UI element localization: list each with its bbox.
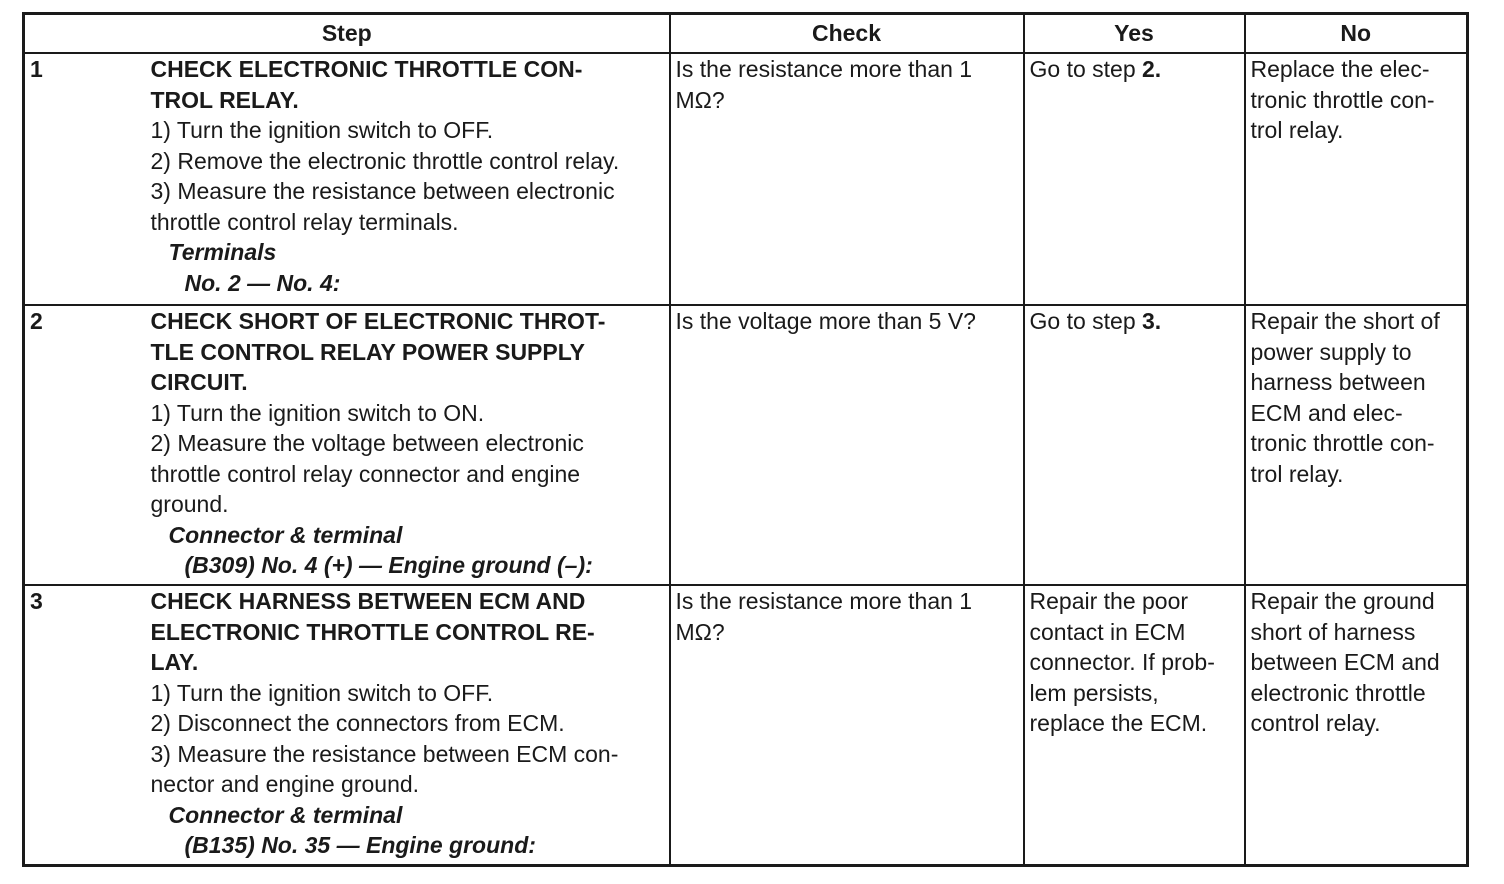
no-line: control relay.: [1250, 710, 1381, 736]
spec-value: (B309) No. 4 (+) — Engine ground (–):: [184, 552, 593, 578]
header-no: No: [1245, 14, 1468, 54]
yes-text: Go to step: [1029, 56, 1143, 82]
no-line: short of harness: [1250, 618, 1416, 645]
yes-step-link: 2.: [1142, 56, 1162, 82]
header-check: Check: [670, 14, 1024, 54]
step-description: [146, 53, 670, 305]
check-cell: [670, 53, 1024, 305]
step-instruction: throttle control relay connector and engine: [150, 460, 581, 487]
header-row: [24, 14, 1468, 54]
step-title-line: LAY.: [150, 649, 199, 675]
spec-label: Connector & terminal: [168, 801, 403, 828]
spec-label: Connector & terminal: [168, 521, 403, 548]
step-instruction: 3) Measure the resistance between ECM con-: [150, 740, 619, 767]
step-instruction: 1) Turn the ignition switch to ON.: [150, 399, 485, 426]
no-line: power supply to: [1250, 338, 1412, 365]
check-cell: [670, 305, 1024, 585]
check-cell: [670, 585, 1024, 866]
no-line: Repair the short of: [1250, 308, 1440, 334]
step-number: 3: [24, 585, 146, 866]
no-line: trol relay.: [1250, 460, 1344, 487]
no-cell: [1245, 53, 1468, 305]
step-title-line: ELECTRONIC THROTTLE CONTROL RE-: [150, 618, 595, 645]
step-instruction: 1) Turn the ignition switch to OFF.: [150, 679, 494, 706]
no-line: harness between: [1250, 369, 1426, 395]
step-description: [146, 305, 670, 585]
step-instruction: 2) Measure the voltage between electronic: [150, 430, 584, 456]
yes-line: replace the ECM.: [1029, 710, 1208, 736]
spec-label: Terminals: [168, 239, 277, 265]
header-step: Step: [24, 14, 670, 54]
no-line: tronic throttle con-: [1250, 430, 1435, 456]
step-title-line: CHECK SHORT OF ELECTRONIC THROT-: [150, 308, 606, 334]
step-instruction: 1) Turn the ignition switch to OFF.: [150, 117, 494, 143]
diagnostic-table: [22, 12, 1469, 867]
table-row: [24, 305, 1468, 585]
yes-cell: [1024, 585, 1245, 866]
yes-cell: [1024, 305, 1245, 585]
step-instruction: 3) Measure the resistance between electronic: [150, 178, 615, 204]
no-line: Replace the elec-: [1250, 56, 1430, 82]
step-description: [146, 585, 670, 866]
step-instruction: throttle control relay terminals.: [150, 208, 459, 235]
no-line: trol relay.: [1250, 117, 1344, 143]
step-title-line: CIRCUIT.: [150, 369, 248, 395]
table-row: [24, 53, 1468, 305]
step-number: 1: [24, 53, 146, 305]
step-title-line: CHECK ELECTRONIC THROTTLE CON-: [150, 56, 583, 82]
yes-line: contact in ECM: [1029, 618, 1186, 645]
step-instruction: ground.: [150, 491, 229, 517]
header-yes: Yes: [1024, 14, 1245, 54]
step-title-line: TLE CONTROL RELAY POWER SUPPLY: [150, 338, 586, 365]
check-line: MΩ?: [675, 618, 725, 645]
check-line: Is the resistance more than 1: [675, 588, 973, 614]
step-title-line: TROL RELAY.: [150, 86, 299, 113]
check-line: MΩ?: [675, 86, 725, 113]
check-line: Is the resistance more than 1: [675, 56, 973, 82]
no-cell: [1245, 585, 1468, 866]
yes-line: connector. If prob-: [1029, 649, 1215, 675]
no-line: ECM and elec-: [1250, 399, 1403, 426]
no-line: between ECM and: [1250, 649, 1440, 675]
yes-step-link: 3.: [1142, 308, 1162, 334]
step-number: 2: [24, 305, 146, 585]
no-line: tronic throttle con-: [1250, 86, 1435, 113]
spec-value: (B135) No. 35 — Engine ground:: [184, 832, 536, 858]
step-instruction: nector and engine ground.: [150, 771, 420, 797]
no-cell: [1245, 305, 1468, 585]
spec-value: No. 2 — No. 4:: [184, 269, 341, 296]
step-title-line: CHECK HARNESS BETWEEN ECM AND: [150, 588, 586, 614]
yes-text: Go to step: [1029, 308, 1143, 334]
step-instruction: 2) Remove the electronic throttle control relay.: [150, 147, 620, 174]
no-line: electronic throttle: [1250, 679, 1426, 706]
no-line: Repair the ground: [1250, 588, 1435, 614]
yes-line: Repair the poor: [1029, 588, 1189, 614]
yes-line: lem persists,: [1029, 679, 1159, 706]
check-line: Is the voltage more than 5 V?: [675, 308, 976, 334]
yes-cell: [1024, 53, 1245, 305]
step-instruction: 2) Disconnect the connectors from ECM.: [150, 710, 565, 736]
table-row: [24, 585, 1468, 866]
